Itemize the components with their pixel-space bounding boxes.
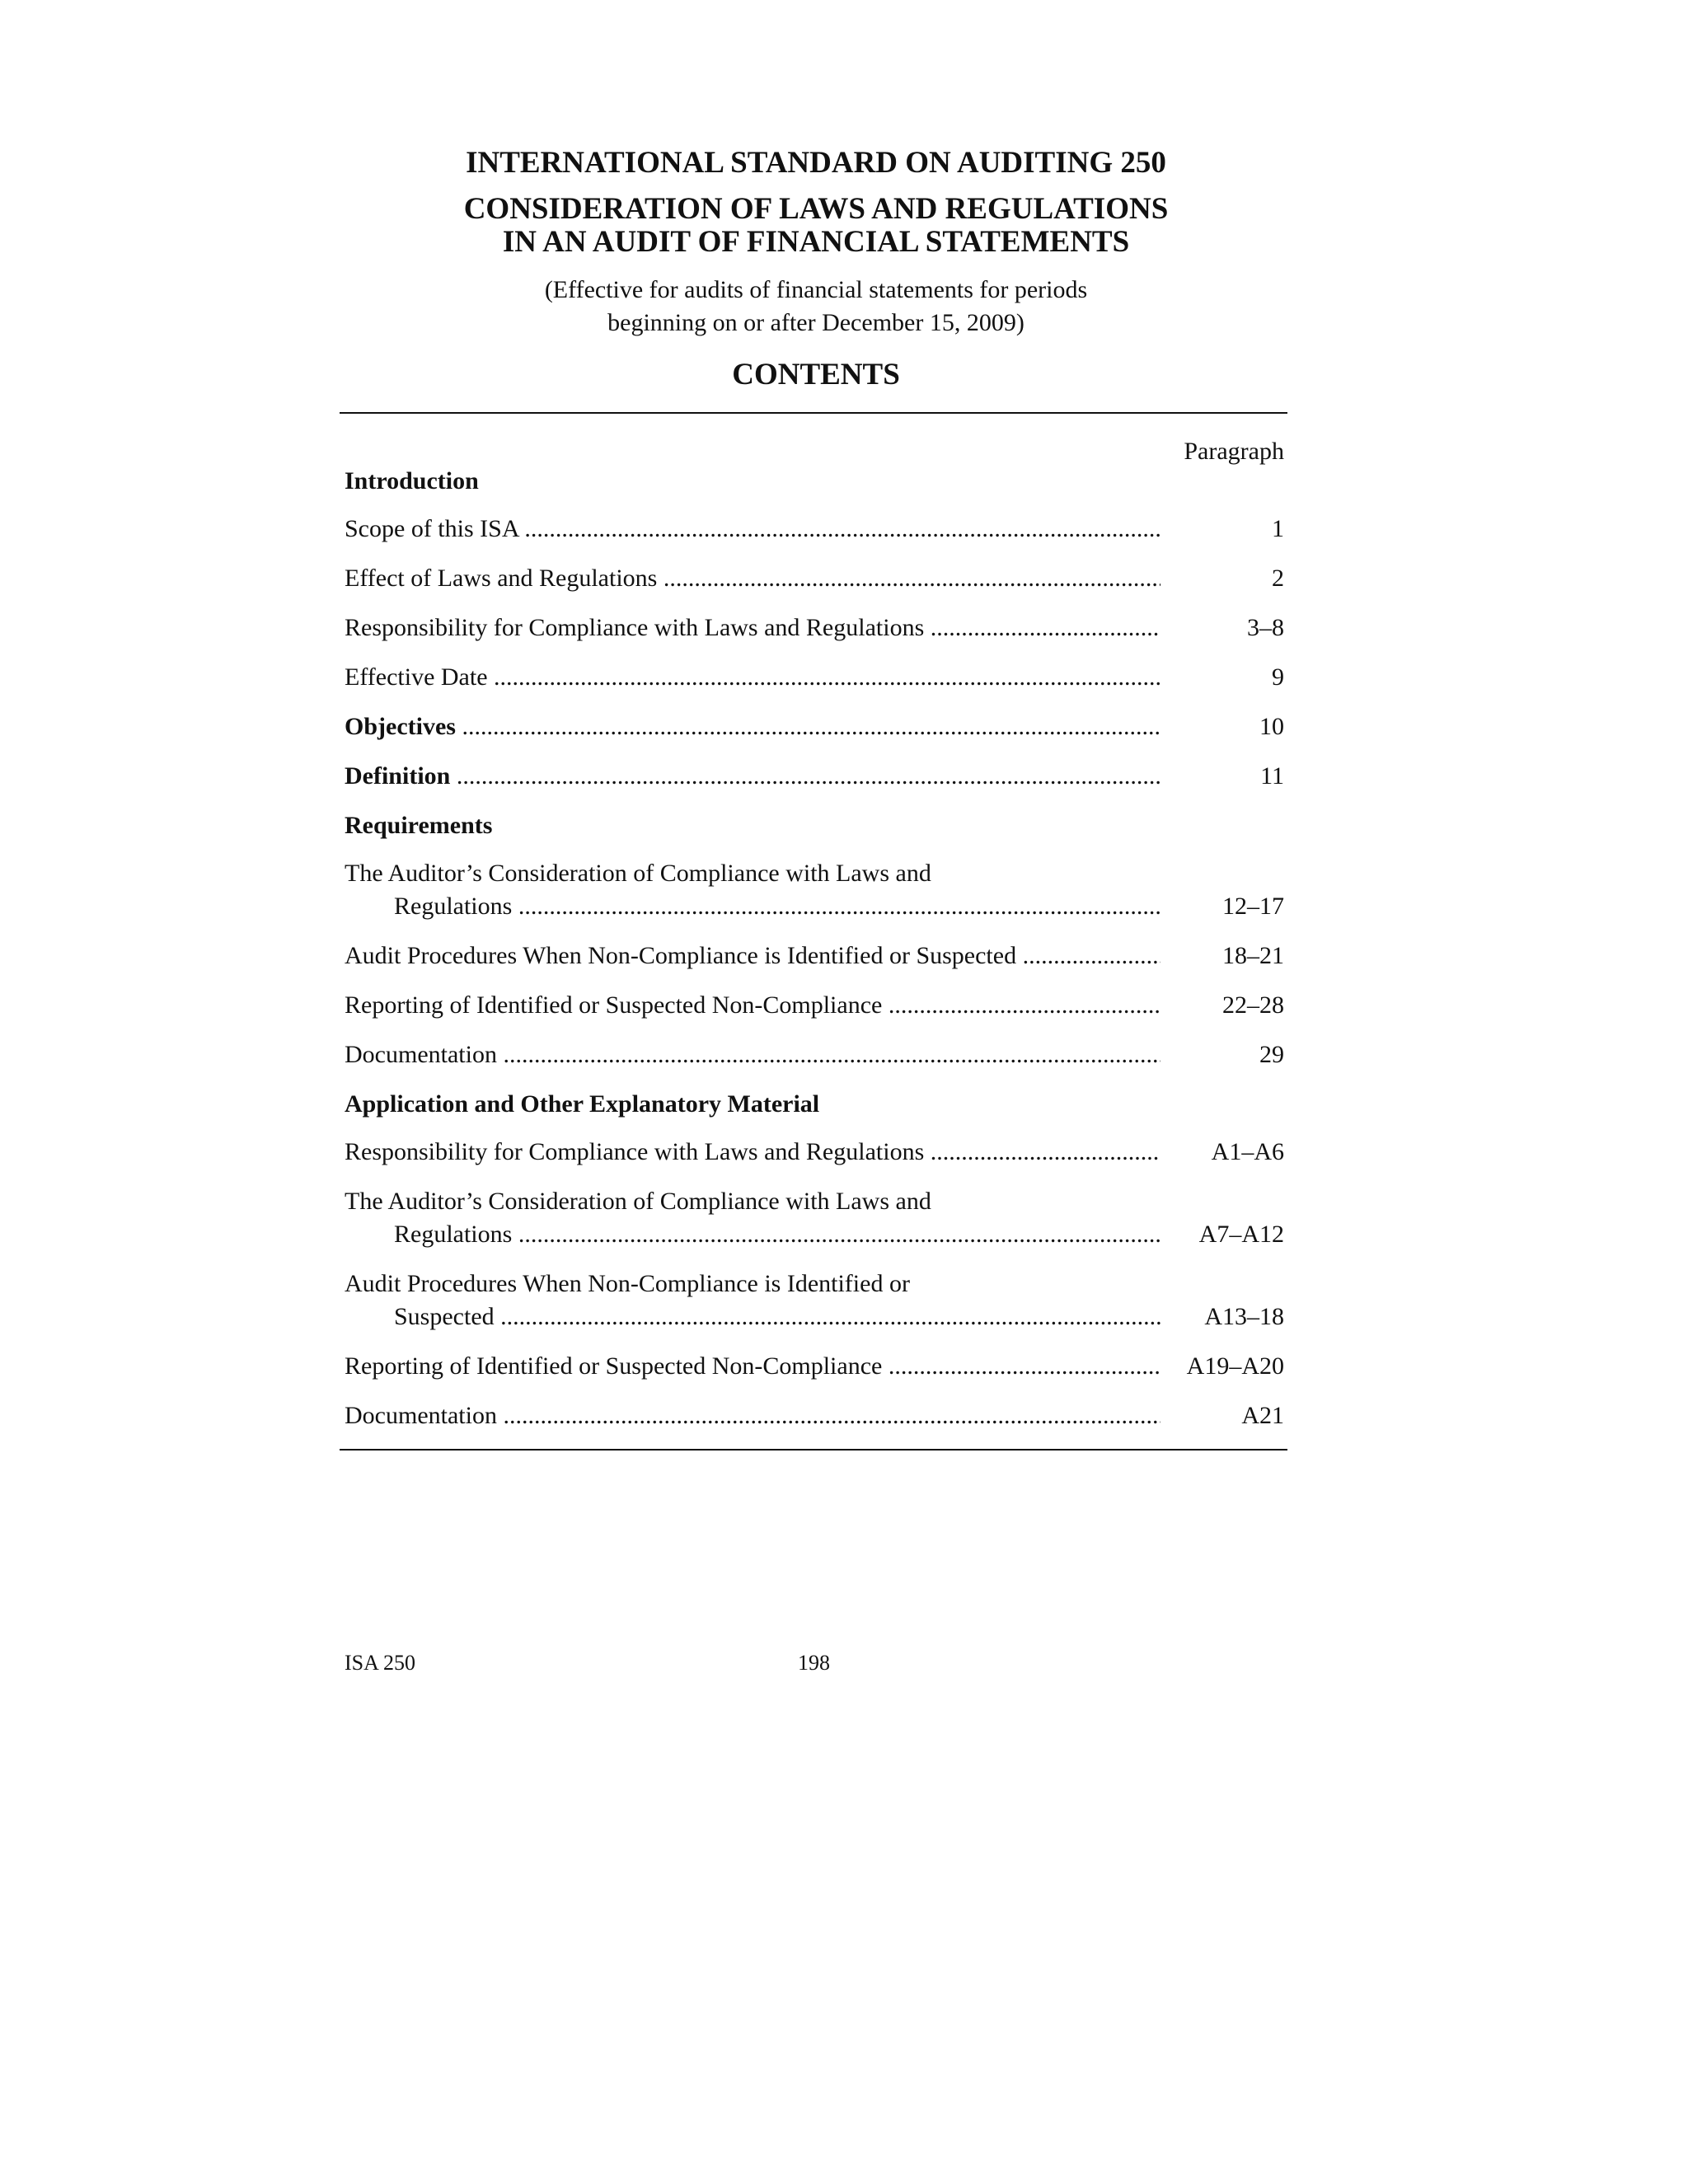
toc-entry-paragraph: A1–A6 (1211, 1138, 1284, 1165)
toc-entry (340, 1268, 1287, 1333)
toc-entry-label: Objectives (345, 713, 456, 740)
toc-entry (340, 1136, 1287, 1169)
toc-entry-paragraph: 11 (1260, 762, 1284, 790)
toc-entry-paragraph: A13–18 (1204, 1303, 1284, 1330)
toc-entry-definition (340, 760, 1287, 793)
standard-title: INTERNATIONAL STANDARD ON AUDITING 250 (466, 146, 1166, 180)
toc-entry-paragraph: 29 (1259, 1041, 1284, 1068)
contents-heading: CONTENTS (732, 358, 900, 391)
toc-entry-paragraph: 22–28 (1222, 991, 1284, 1019)
effective-line-1: (Effective for audits of financial statements for periods (544, 276, 1088, 303)
toc-entry-paragraph: 18–21 (1222, 942, 1284, 969)
page-number: 198 (798, 1651, 830, 1675)
toc-entry (340, 562, 1287, 595)
toc-entry-label: Documentation (345, 1402, 497, 1429)
bottom-rule (340, 1449, 1287, 1451)
toc-entry (340, 989, 1287, 1022)
toc-entry-paragraph: 2 (1272, 565, 1284, 592)
toc-entry (340, 1350, 1287, 1383)
toc-entry-label-line-2: Regulations (394, 893, 513, 920)
toc-entry-label: Responsibility for Compliance with Laws and Regulations (345, 1138, 925, 1165)
paragraph-column-label: Paragraph (1184, 438, 1284, 465)
toc-entry (340, 940, 1287, 972)
document-header (0, 138, 1632, 396)
section-heading-requirements: Requirements (345, 812, 493, 839)
toc-entry-paragraph: A7–A12 (1198, 1221, 1284, 1248)
toc-entry-label-line-1: Audit Procedures When Non-Compliance is Identified or (345, 1270, 910, 1297)
table-of-contents (340, 412, 1287, 1451)
toc-entry-label: Reporting of Identified or Suspected Non-Compliance (345, 1352, 883, 1380)
toc-entry-paragraph: A19–A20 (1186, 1352, 1284, 1380)
toc-entry-label: Scope of this ISA (345, 515, 518, 542)
toc-entry-label: Audit Procedures When Non-Compliance is Identified or Suspected (345, 942, 1017, 969)
toc-entry (340, 612, 1287, 644)
toc-entry-paragraph: 1 (1272, 515, 1284, 542)
toc-entry (340, 1038, 1287, 1071)
toc-entry-label: Documentation (345, 1041, 497, 1068)
toc-entry (340, 1399, 1287, 1432)
toc-entry-paragraph: 9 (1272, 663, 1284, 691)
toc-entry-label: Responsibility for Compliance with Laws and Regulations (345, 614, 925, 641)
title-line-1: CONSIDERATION OF LAWS AND REGULATIONS (463, 192, 1169, 226)
section-heading-application: Application and Other Explanatory Material (345, 1090, 820, 1118)
title-line-2: IN AN AUDIT OF FINANCIAL STATEMENTS (502, 225, 1130, 259)
toc-entry (340, 513, 1287, 546)
toc-entry-paragraph: 12–17 (1222, 893, 1284, 920)
toc-entry-label: Definition (345, 762, 451, 790)
top-rule (340, 412, 1287, 414)
toc-entry (340, 1185, 1287, 1251)
toc-entry-paragraph: 10 (1259, 713, 1284, 740)
toc-entry-label-line-2: Suspected (394, 1303, 495, 1330)
effective-line-2: beginning on or after December 15, 2009) (607, 309, 1025, 336)
footer-standard-label: ISA 250 (345, 1651, 415, 1675)
toc-entry-label: Effect of Laws and Regulations (345, 565, 658, 592)
toc-entry (340, 661, 1287, 694)
toc-entry-label: Reporting of Identified or Suspected Non-Compliance (345, 991, 883, 1019)
toc-entry (340, 857, 1287, 923)
section-heading-introduction: Introduction (345, 467, 479, 494)
toc-entry-objectives (340, 710, 1287, 743)
toc-entry-paragraph: A21 (1241, 1402, 1284, 1429)
toc-entry-paragraph: 3–8 (1247, 614, 1284, 641)
toc-entry-label: Effective Date (345, 663, 488, 691)
toc-entry-label-line-1: The Auditor’s Consideration of Compliance with Laws and (345, 860, 931, 887)
toc-entry-label-line-1: The Auditor’s Consideration of Compliance with Laws and (345, 1188, 931, 1215)
toc-entry-label-line-2: Regulations (394, 1221, 513, 1248)
